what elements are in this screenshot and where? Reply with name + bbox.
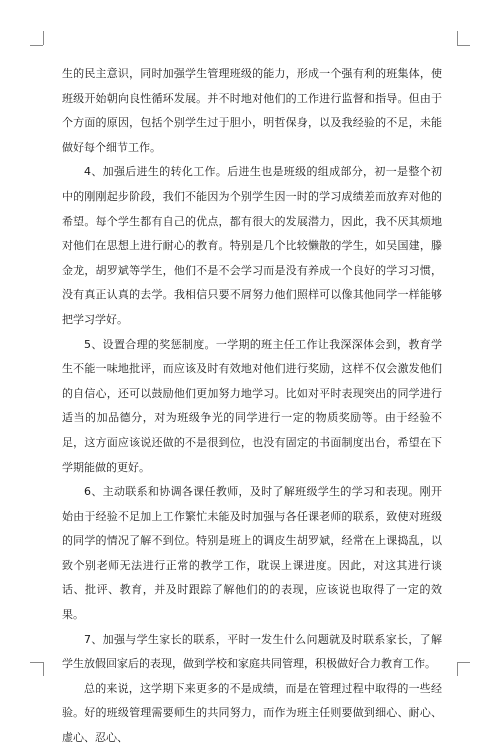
paragraph-item-6: 6、主动联系和协调各课任教师，及时了解班级学生的学习和表现。刚开始由于经验不足加上工作繁忙未能及时加强与各任课老师的联系，致使对班级的同学的情况了解不到位。特别是班上的调皮生胡罗斌，经常在上课捣乱，以致个别老师无法进行正常的教学工作，耽误上课进度。因此，对这其进行谈话、批评、教育，并及时跟踪了解他们的的表现，应该说也取得了一定的效果。: [62, 485, 442, 622]
paragraph-item-7: 7、加强与学生家长的联系，平时一发生什么问题就及时联系家长，了解学生放假回家后的表现，做到学校和家庭共同管理，积极做好合力教育工作。: [62, 632, 442, 671]
crop-mark-top-left-vertical: [43, 31, 44, 45]
crop-mark-top-right-horizontal: [457, 45, 470, 46]
crop-mark-bottom-right-horizontal: [457, 662, 470, 663]
paragraph-item-4: 4、加强后进生的转化工作。后进生也是班级的组成部分，初一是整个初中的刚刚起步阶段，我们不能因为个别学生因一时的学习成绩差而放弃对他的希望。每个学生都有自己的优点，都有很大的发展潜力，因此，我不厌其烦地对他们在思想上进行耐心的教育。特别是几个比较懒散的学生，如吴国建，滕金龙，胡罗斌等学生，他们不是不会学习而是没有养成一个良好的学习习惯，没有真正认真的去学。我相信只要不屑努力他们照样可以像其他同学一样能够把学习学好。: [62, 165, 442, 326]
crop-mark-bottom-left-vertical: [43, 662, 44, 676]
crop-mark-top-right-vertical: [457, 31, 458, 45]
crop-mark-top-left-horizontal: [30, 45, 43, 46]
paragraph-item-5: 5、设置合理的奖惩制度。一学期的班主任工作让我深深体会到，教育学生不能一味地批评，而应该及时有效地对他们进行奖励，这样不仅会激发他们的自信心，还可以鼓励他们更加努力地学习。比如对平时表现突出的同学进行适当的加品德分，对为班级争光的同学进行一定的物质奖励等。由于经验不足，这方面应该说还做的不是很到位，也没有固定的书面制度出台，希望在下学期能做的更好。: [62, 337, 442, 474]
paragraph-summary: 总的来说，这学期下来更多的不是成绩，而是在管理过程中取得的一些经验。好的班级管理需要师生的共同努力，而作为班主任则要做到细心、耐心、虚心、忍心、: [62, 681, 442, 745]
document-body: [62, 62, 442, 751]
crop-mark-bottom-right-vertical: [457, 662, 458, 676]
crop-mark-bottom-left-horizontal: [30, 662, 43, 663]
paragraph-continued: 生的民主意识，同时加强学生管理班级的能力，形成一个强有利的班集体，使班级开始朝向良性循环发展。并不时地对他们的工作进行监督和指导。但由于个方面的原因，包括个别学生过于胆小，明哲保身，以及我经验的不足，未能做好每个细节工作。: [62, 67, 442, 154]
